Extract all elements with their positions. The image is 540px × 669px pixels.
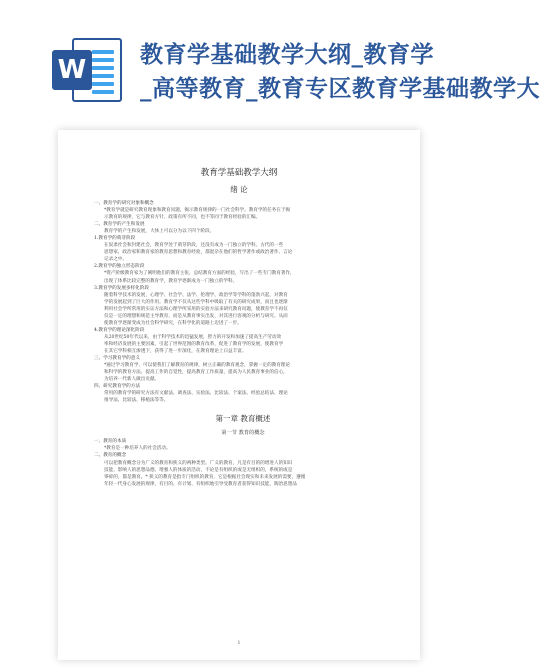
text-line: 技能、影响人的思想品德、增强人的体质的活动，不论是有组织的或是无组织的，系统的或是 [104,467,293,473]
text-line: 在奴隶社会和封建社会，教育学处于萌芽阶段，还没有成为一门独立的学科。古代的一些 [104,243,284,249]
text-line: *教育学就是研究教育现象和教育问题，揭示教育规律的一门社会科学。教育学的任务在于揭 [104,208,291,214]
heading-line: 三、学习教育学的意义 [94,356,140,362]
text-line: *资产阶级教育家为了阐明他们的教育主张，总结教育方面的经验，写出了一些专门教育著作， [104,271,295,277]
text-line: 使教育学逐渐变成为社会科学研究，在科学化的道路上迈进了一步。 [104,320,242,326]
page-number: 1 [237,640,241,646]
banner-title-line-1: 教育学基础教学大纲_教育学 [140,42,434,68]
text-line: 从20世纪50年代以来，由于科学技术的迅猛发展，智力的开发和加速了提高生产劳动效 [104,334,282,340]
body-section-intro [94,200,392,404]
heading-line: 4.教育学的理论深化阶段 [94,327,145,333]
document-body [94,200,392,488]
document-subtitle: 绪 论 [230,185,248,194]
chapter-heading: 第一章 教育概述 [215,414,271,424]
text-line: 可以把教育概念分为广义的教育和狭义的两种类型。广义的教育，凡是有目的的增进人的知识 [104,460,293,466]
text-line: 在其它学科相互渗透下，获得了进一步深化，在教育理论上日益丰富。 [104,348,247,354]
body-section-chapter1 [94,438,392,487]
text-line: 记录之中。 [104,257,127,263]
text-line: 出现了体系比较完整的教育学，教育学逐渐成为一门独立的学科。 [104,278,238,284]
heading-line: 1.教育学的萌芽阶段 [94,236,136,242]
heading-line: 3.教育学的发展多样化阶段 [94,285,149,291]
text-line: 仅是一定的理想和规范主导教育，而是从教育事实出发，对其进行客观的分析与研究。从而 [104,313,288,319]
document-page [58,130,420,660]
text-line: 零碎的，都是教育。* 狭义的教育是指专门组织的教育，它是根据社会现实和未来发展的需要，遵循 [104,474,306,480]
text-line: 利用社会学所常用的实证方法和心理学所采用的实验方法来研究教育问题，使教育学不再仅 [104,306,288,312]
word-logo-badge: W [52,50,92,90]
heading-line: 2.教育学的独立形态阶段 [94,264,145,270]
banner-title [140,38,540,106]
text-line: 学的发展起到了巨大的作用。教育学不仅从这些学科中吸取了有关的研究成果，而且也逐渐 [104,299,288,305]
text-line: 示教育的规律，它与教育方针、政策有所不同，也不等同于教育经验的汇编。 [104,215,261,221]
text-line: 年轻一代身心发展的规律，有目的、有计划、有组织地引导受教育者获得知识技能，陶冶思想品 [104,481,297,487]
text-line: 推导法、比较法、移植法等等。 [104,398,169,404]
section-heading: 第一节 教育的概念 [221,430,265,437]
text-line: 随着科学技术的发展，心理学、社会学、法学、伦理学、政治学等学科的蓬勃兴起，对教育 [104,292,288,298]
heading-line: 四、研究教育学的方法 [94,384,140,390]
text-line: *教育是一种培养人的社会活动。 [104,446,171,452]
text-line: 常用的教育学的研究方法有文献法、调查法、实验法、比较法、个案法、经验总结法、理论 [104,391,288,397]
word-icon [52,38,124,102]
banner-title-line-2: _高等教育_教育专区教育学基础教学大 [140,76,540,102]
document-title: 教育学基础教学大纲 [200,168,278,178]
banner [0,0,540,130]
heading-line: 一、教育学的研究对象和概念 [94,201,154,206]
text-line: *通过学习教育学，可以使我们了解教育的规律，树立正确的教育观念，掌握一定的教育理论 [104,363,291,369]
heading-line: 二、教育的概念 [94,453,127,459]
heading-line: 二、教育学的产生和发展 [94,222,145,228]
text-line: 为培养一代新人做出贡献。 [104,377,160,383]
text-line: 思想家、政治家和教育家的教育思想和教育经验，都混杂在他们的哲学著作或政治著作、言论 [104,250,293,256]
text-line: 教育学的产生和发展，大体上可以分为以下四个阶段。 [104,229,215,235]
heading-line: 一、教育的本质 [94,439,127,445]
text-line: 率和经济发展的主要因素，引起了世界范围的教育改革，促进了教育学的发展，使教育学 [104,341,284,347]
text-line: 和科学的教育方法，提高工作的自觉性，提高教育工作质量，提高为人民教育事业的信心， [104,370,288,376]
